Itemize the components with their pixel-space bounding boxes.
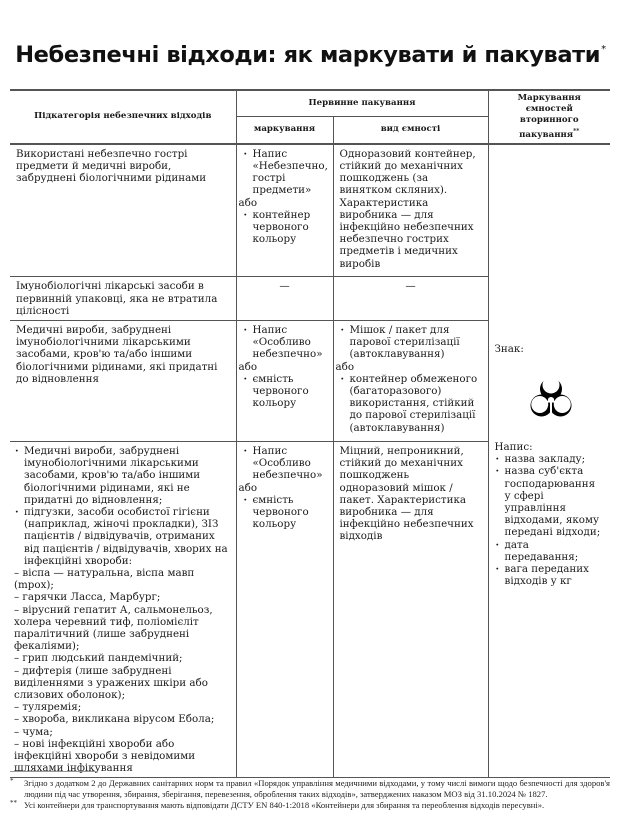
cell-subcategory [10,441,236,777]
container-option: · контейнер обмеженого (багаторазового) використання, стійкий до парової стерилізації (автоклавування) [340,373,482,434]
disease-item: – туляремія; [14,701,82,714]
cell-subcategory: Медичні вироби, забруднені імунобіологічними лікарськими засобами, кров'ю та/або іншими біологічними рідинами, які придатні до відновлення [10,320,236,441]
header-container-type: вид ємності [333,116,488,144]
cell-subcategory: Імунобіологічні лікарські засоби в первинній упаковці, яка не втратила цілісності [10,277,236,321]
biohazard-icon [526,361,576,435]
inscription-item: · дата передавання; [495,539,605,563]
page-title [0,42,621,68]
footnote-mark: * [10,777,14,785]
cell-marking [236,144,333,277]
footnote [10,800,610,811]
header-subcategory: Підкатегорія небезпечних відходів [10,90,236,144]
subcategory-item: · Медичні вироби, забруднені імунобіологічними лікарськими засобами, кров'ю та/або іншими біологічними рідинами, які не придатні до відновлення; [14,445,230,506]
disease-item: – вірусний гепатит А, сальмонельоз, холера черевний тиф, поліомієліт паралітичний (лише забруднені фекаліями); [14,603,213,653]
disease-item: – гарячки Ласса, Марбург; [14,591,161,604]
inscription-item: · назва закладу; [495,453,605,465]
cell-marking [236,320,333,441]
disease-list [14,567,230,774]
footnote-text: Згідно з додатком 2 до Державних санітарних норм та правил «Порядок управління медичними відходами, у тому числі вимоги щодо безпечності для здоров'я людини під час утворення, збирання, зберігання, перевезення, оброблення таких відходів», затверджених наказом МОЗ від 31.10.2024 № 1827. [24,778,610,800]
header-marking: маркування [236,116,333,144]
or-separator: або [238,196,258,209]
inscription-item: · назва суб'єкта господарювання у сфері управління відходами, якому передані відходи; [495,465,605,538]
header-row-1 [10,90,610,116]
cell-marking [236,441,333,777]
disease-item: – нові інфекційні хвороби або інфекційні хвороби з невідомими шляхами інфікування [14,737,196,775]
container-option: · Мішок / пакет для парової стерилізації (автоклавування) [340,324,482,361]
footnote-mark: ** [10,799,17,808]
subcategory-item: · підгузки, засоби особистої гігієни (наприклад, жіночі прокладки), ЗІЗ пацієнтів / відвідувачів, отриманих від пацієнтів / відвідувачів, хворих на інфекційні хвороби: [14,506,230,567]
marking-option: · Напис «Небезпечно, гострі предмети» [243,148,327,197]
disease-item: – чума; [14,725,53,738]
footnote-divider [10,771,98,772]
marking-option: · контейнер червоного кольору [243,209,327,246]
marking-option: · ємність червоного кольору [243,494,327,531]
disease-item: – віспа — натуральна, віспа мавп (mpox); [14,567,195,592]
cell-container [333,320,488,441]
cell-container: Міцний, непроникний, стійкий до механічних пошкоджень одноразовий мішок / пакет. Характеристика виробника — для інфекційно небезпечних відходів [333,441,488,777]
cell-subcategory: Використані небезпечно гострі предмети й медичні вироби, забруднені біологічними рідинами [10,144,236,277]
marking-option: · Напис «Особливо небезпечно» [243,445,327,482]
cell-container: — [333,277,488,321]
footnote-text: Усі контейнери для транспортування мають відповідати ДСТУ EN 840-1:2018 «Контейнери для збирання та переоблення відходів пересувні». [24,800,545,811]
or-separator: або [238,360,258,373]
disease-item: – хвороба, викликана вірусом Ебола; [14,713,215,726]
sign-label: Знак: [494,342,524,355]
cell-secondary-marking [488,144,610,778]
header-primary-packaging: Первинне пакування [236,90,488,116]
footnotes [10,778,610,812]
or-separator: або [335,360,355,373]
hazardous-waste-table [10,89,610,778]
inscription-item: · вага переданих відходів у кг [495,563,605,587]
disease-item: – грип людський пандемічний; [14,652,183,665]
cell-container: Одноразовий контейнер, стійкий до механічних пошкоджень (за винятком скляних). Характеристика виробника — для інфекційно небезпечних небезпечно гострих предметів і медичних виробів [333,144,488,277]
cell-marking: — [236,277,333,321]
marking-option: · Напис «Особливо небезпечно» [243,324,327,361]
subcategory-bullets [14,445,230,567]
footnote [10,778,610,800]
secondary-footnote-mark: ** [573,128,580,135]
inscription-label: Напис: [494,441,533,454]
inscription-list [495,453,605,587]
header-secondary-marking: Маркування ємностей вторинного пакування** [488,90,610,144]
or-separator: або [238,481,258,494]
marking-option: · ємність червоного кольору [243,373,327,410]
disease-item: – дифтерія (лише забруднені виділеннями з уражених шкіри або слизових оболонок); [14,664,208,702]
title-footnote-mark: * [601,44,606,55]
table-row [10,144,610,277]
title-text: Небезпечні відходи: як маркувати й пакувати [15,42,601,68]
